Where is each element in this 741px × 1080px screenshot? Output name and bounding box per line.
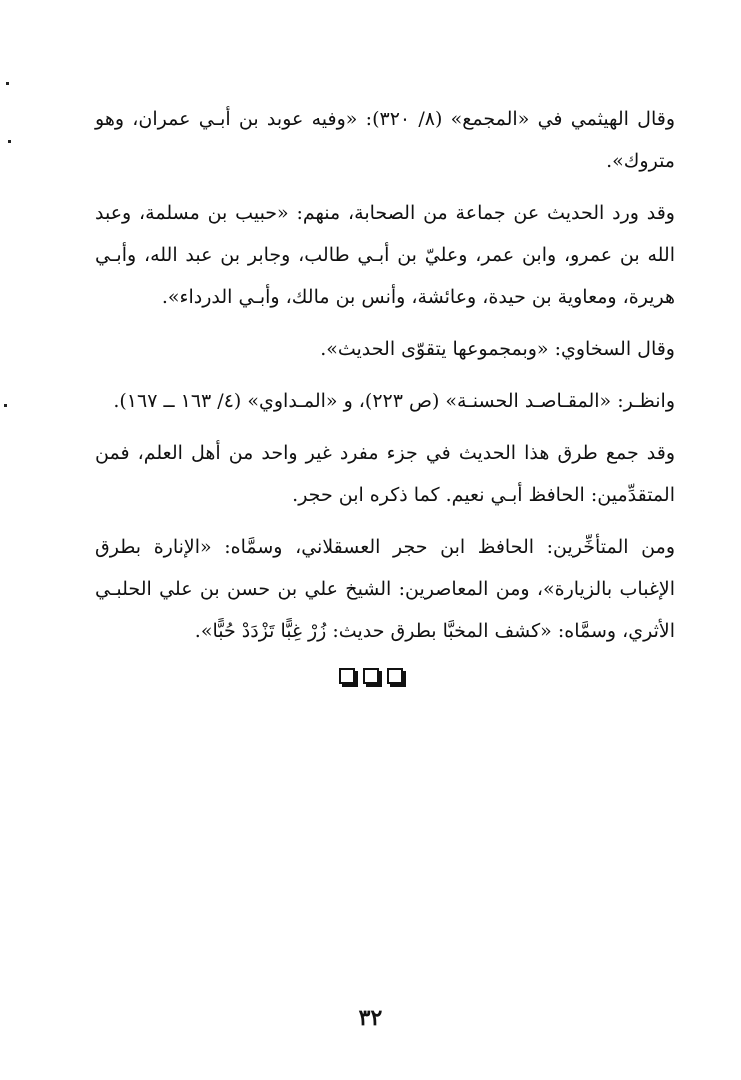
square-ornament-icon <box>387 668 403 684</box>
paragraph-sakhawi: وقال السخاوي: «وبمجموعها يتقوّى الحديث». <box>320 338 675 360</box>
square-ornament-icon <box>339 668 355 684</box>
paragraph-later-scholars: ومن المتأخِّرين: الحافظ ابن حجر العسقلاني، وسمَّاه: «الإنارة بطرق الإغباب بالزيارة»، ومن المعاصرين: الشيخ علي بن حسن بن علي الحلبـي الأثري، وسمَّاه: «كشف المخبَّا بطرق حديث: زُرْ غِبًّا تَزْدَدْ حُبًّا». <box>95 536 675 642</box>
margin-mark <box>4 404 7 407</box>
page-number: ٣٢ <box>358 1005 383 1031</box>
paragraph-compilers: وقد جمع طرق هذا الحديث في جزء مفرد غير واحد من أهل العلم، فمن المتقدِّمين: الحافظ أبـي نعيم. كما ذكره ابن حجر. <box>95 442 675 506</box>
margin-mark <box>8 140 11 143</box>
paragraph-haythami: وقال الهيثمي في «المجمع» (٨/ ٣٢٠): «وفيه عوبد بن أبـي عمران، وهو متروك». <box>95 108 675 172</box>
main-text <box>95 98 675 652</box>
margin-mark <box>6 82 9 85</box>
section-divider <box>0 668 741 684</box>
paragraph-references: وانظـر: «المقـاصـد الحسنـة» (ص ٢٢٣)، و «المـداوي» (٤/ ١٦٣ ــ ١٦٧). <box>113 390 675 412</box>
paragraph-companions: وقد ورد الحديث عن جماعة من الصحابة، منهم: «حبيب بن مسلمة، وعبد الله بن عمرو، وابن عمر، وعليّ بن أبـي طالب، وجابر بن عبد الله، وأبـي هريرة، ومعاوية بن حيدة، وعائشة، وأنس بن مالك، وأبـي الدرداء». <box>95 202 675 308</box>
square-ornament-icon <box>363 668 379 684</box>
